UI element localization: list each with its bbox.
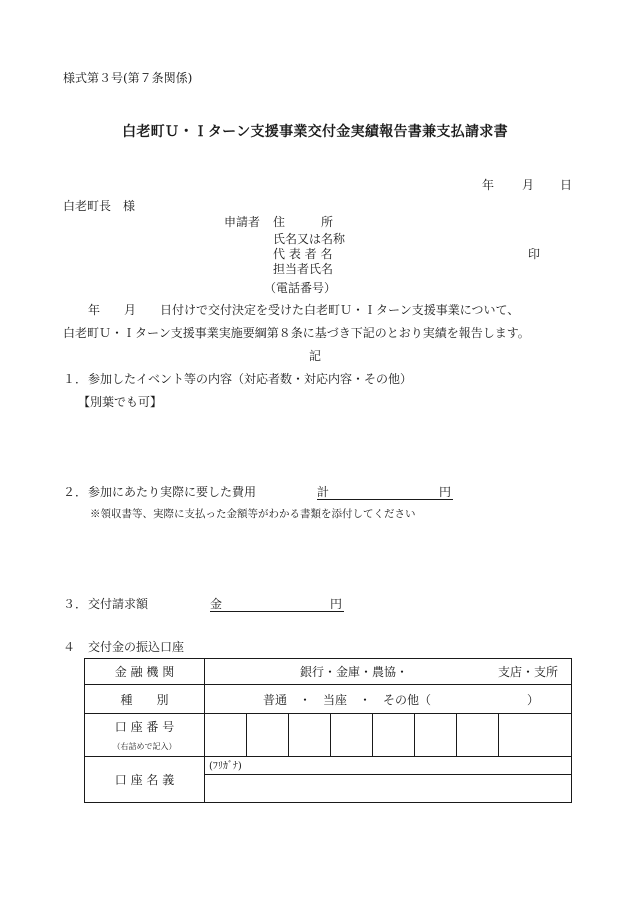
phone-label: （電話番号） [264, 281, 337, 295]
section-1-number: １． [63, 372, 88, 386]
branch-types: 支店・支所 [498, 664, 559, 679]
account-name-label: 口 座 名 義 [85, 757, 205, 803]
section-2-total-prefix: 計 [317, 485, 330, 499]
date-month: 月 [522, 178, 535, 192]
type-row [85, 685, 572, 714]
furigana-row [85, 757, 572, 775]
furigana-field[interactable] [205, 757, 572, 775]
name-label: 氏名又は名称 [273, 232, 346, 246]
section-2-heading: 参加にあたり実際に要した費用 [88, 485, 257, 499]
account-number-note: （右詰めで記入） [112, 742, 177, 751]
applicant-prefix: 申請者 [224, 215, 261, 229]
type-label: 種 別 [85, 685, 205, 714]
section-2-note: ※領収書等、実際に支払った金額等がわかる書類を添付してください [90, 508, 416, 520]
section-4-number: ４ [63, 640, 76, 654]
document-title: 白老町Ｕ・Ｉターン支援事業交付金実績報告書兼支払請求書 [122, 124, 508, 140]
account-digit-2[interactable] [247, 714, 289, 757]
section-3-amount-field[interactable] [210, 598, 344, 612]
bank-account-table [84, 658, 572, 803]
section-3-prefix: 金 [210, 597, 223, 611]
form-number: 様式第３号(第７条関係) [63, 71, 193, 85]
section-2-yen: 円 [438, 485, 451, 499]
account-spare-cell [499, 714, 572, 757]
date-year: 年 [482, 178, 495, 192]
representative-label: 代 表 者 名 [273, 247, 333, 261]
ki-mark: 記 [309, 349, 322, 363]
account-digit-5[interactable] [373, 714, 415, 757]
section-3-yen: 円 [329, 597, 342, 611]
institution-types: 銀行・金庫・農協・ [300, 664, 409, 679]
section-1-heading: 参加したイベント等の内容（対応者数・対応内容・その他） [88, 372, 413, 386]
account-number-row [85, 714, 572, 757]
institution-field[interactable] [205, 659, 572, 685]
section-2-amount-field[interactable] [317, 486, 453, 500]
account-digit-3[interactable] [289, 714, 331, 757]
account-digit-4[interactable] [331, 714, 373, 757]
furigana-label: (ﾌﾘｶﾞﾅ) [209, 761, 242, 772]
account-digit-6[interactable] [415, 714, 457, 757]
account-number-label-cell [85, 714, 205, 757]
account-digit-1[interactable] [205, 714, 247, 757]
account-number-label: 口 座 番 号 [114, 720, 175, 734]
addressee: 白老町長 様 [63, 199, 136, 213]
body-line-2: 白老町Ｕ・Ｉターン支援事業実施要綱第８条に基づき下記のとおり実績を報告します。 [63, 326, 530, 340]
address-label: 住 所 [273, 215, 334, 229]
section-1-note: 【別葉でも可】 [78, 395, 163, 409]
section-3-heading: 交付請求額 [88, 597, 149, 611]
section-3-number: ３． [63, 597, 88, 611]
type-options[interactable]: 普通 ・ 当座 ・ その他（ ） [205, 685, 572, 714]
date-day: 日 [560, 178, 573, 192]
person-in-charge-label: 担当者氏名 [273, 262, 334, 276]
section-4-heading: 交付金の振込口座 [88, 640, 185, 654]
body-line-1: 年 月 日付けで交付決定を受けた白老町Ｕ・Ｉターン支援事業について、 [88, 303, 520, 317]
account-name-field[interactable] [205, 775, 572, 803]
section-2-number: ２． [63, 485, 88, 499]
institution-label: 金 融 機 関 [85, 659, 205, 685]
seal-mark: 印 [528, 247, 541, 261]
institution-row [85, 659, 572, 685]
account-digit-7[interactable] [457, 714, 499, 757]
